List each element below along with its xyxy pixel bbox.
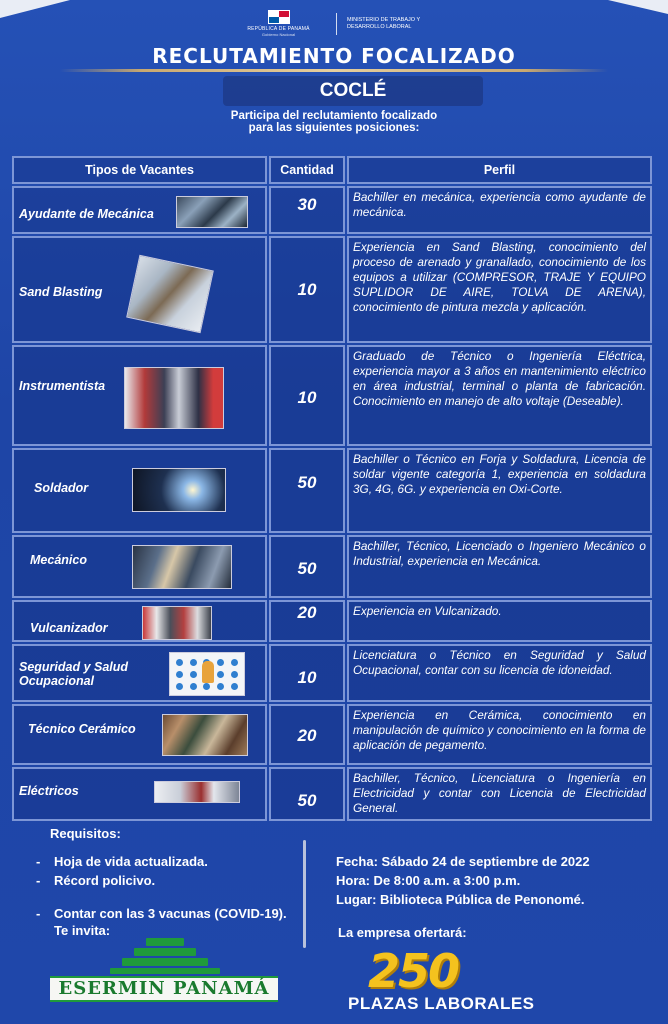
header-quantity: Cantidad: [269, 156, 345, 184]
position-name: Mecánico: [30, 553, 87, 567]
quantity-cell: [269, 600, 345, 642]
position-name: Ayudante de Mecánica: [19, 207, 154, 221]
logo-step: [146, 938, 184, 946]
panama-flag-icon: [268, 10, 290, 24]
mechanic-helper-photo: [176, 196, 248, 228]
header-logos: [0, 10, 668, 37]
requirement-item: - Récord policivo.: [36, 871, 208, 890]
header-profile: Perfil: [347, 156, 652, 184]
ministry-name: MINISTERIO DE TRABAJO Y DESARROLLO LABORAL: [347, 16, 421, 30]
esermin-logo-text: ESERMIN PANAMÁ: [50, 976, 278, 1002]
position-cell: [12, 345, 267, 446]
event-date: Fecha: Sábado 24 de septiembre de 2022: [336, 854, 590, 869]
event-time: Hora: De 8:00 a.m. a 3:00 p.m.: [336, 873, 521, 888]
region-name: COCLÉ: [319, 80, 387, 101]
table-row: [12, 600, 652, 642]
profile-cell: Bachiller, Técnico, Licenciado o Ingeniero Mecánico o Industrial, experiencia en Mecánica.: [347, 535, 652, 598]
logo-step: [110, 968, 220, 974]
table-row: [12, 345, 652, 446]
position-name: Instrumentista: [19, 379, 106, 393]
header-vacancy-type: Tipos de Vacantes: [12, 156, 267, 184]
position-name: Sand Blasting: [19, 285, 103, 299]
position-cell: [12, 644, 267, 702]
vacancies-table: [10, 154, 654, 823]
electrical-photo: [154, 781, 240, 803]
table-row: [12, 236, 652, 343]
profile-cell: Licenciatura o Técnico en Seguridad y Salud Ocupacional, contar con su licencia de idoneidad.: [347, 644, 652, 702]
quantity-cell: [269, 236, 345, 343]
offer-label: La empresa ofertará:: [338, 925, 467, 940]
subtitle-line-1: Participa del reclutamiento focalizado: [230, 110, 438, 122]
event-details: [336, 852, 590, 909]
profile-cell: Bachiller en mecánica, experiencia como ayudante de mecánica.: [347, 186, 652, 234]
esermin-logo: [50, 934, 278, 1006]
quantity-cell: [269, 535, 345, 598]
position-name: Seguridad y Salud Ocupacional: [19, 660, 129, 688]
quantity-value: 50: [297, 559, 317, 578]
profile-cell: Graduado de Técnico o Ingeniería Eléctrica, experiencia mayor a 3 años en mantenimiento eléctrico en área industrial, terminal o planta de fabricación. Conocimiento en manejo de alto voltaje (Deseable).: [347, 345, 652, 446]
gov-sub: Gobierno Nacional: [261, 32, 296, 37]
position-cell: [12, 600, 267, 642]
invite-label: Te invita:: [54, 923, 111, 938]
profile-cell: Bachiller, Técnico, Licenciatura o Ingeniería en Electricidad y contar con Licencia de Electricidad General.: [347, 767, 652, 821]
footer-section: [0, 826, 668, 1024]
requirements-list: [36, 852, 208, 890]
quantity-value: 20: [297, 726, 317, 745]
position-name: Técnico Cerámico: [28, 722, 136, 736]
vulcanizer-photo: [142, 606, 212, 640]
region-box: [223, 76, 483, 106]
position-cell: [12, 236, 267, 343]
offer-number: 250: [368, 944, 459, 998]
quantity-cell: [269, 345, 345, 446]
profile-cell: Bachiller o Técnico en Forja y Soldadura, Licencia de soldar vigente categoría 1, experiencia en soldadura 3G, 4G, 6G. y experiencia en Oxi-Corte.: [347, 448, 652, 533]
position-cell: [12, 535, 267, 598]
table-header-row: [12, 156, 652, 184]
title-underline: [60, 69, 608, 72]
quantity-cell: [269, 644, 345, 702]
table-row: [12, 644, 652, 702]
section-divider: [303, 840, 306, 948]
quantity-value: 10: [297, 668, 317, 687]
position-name: Soldador: [34, 481, 89, 495]
subtitle: [0, 110, 668, 134]
mechanic-photo: [132, 545, 232, 589]
requirement-vaccine: - Contar con las 3 vacunas (COVID-19).: [36, 906, 287, 921]
event-place: Lugar: Biblioteca Pública de Penonomé.: [336, 892, 585, 907]
sand-blasting-photo: [126, 255, 214, 333]
position-name: Vulcanizador: [30, 621, 108, 635]
table-row: [12, 186, 652, 234]
quantity-value: 50: [297, 791, 317, 810]
quantity-cell: [269, 186, 345, 234]
quantity-value: 20: [297, 603, 317, 622]
title-bar: [60, 44, 608, 72]
quantity-value: 10: [297, 388, 317, 407]
position-name: Eléctricos: [19, 784, 79, 798]
ceramic-photo: [162, 714, 248, 756]
welder-photo: [132, 468, 226, 512]
position-cell: [12, 186, 267, 234]
profile-cell: Experiencia en Cerámica, conocimiento en manipulación de químico y conocimiento en la forma de aplicación de pegamento.: [347, 704, 652, 765]
quantity-value: 50: [297, 473, 317, 492]
quantity-cell: [269, 767, 345, 821]
profile-cell: Experiencia en Vulcanizado.: [347, 600, 652, 642]
table-row: [12, 767, 652, 821]
position-cell: [12, 704, 267, 765]
table-row: [12, 704, 652, 765]
page-title: RECLUTAMIENTO FOCALIZADO: [152, 44, 516, 68]
position-cell: [12, 767, 267, 821]
quantity-cell: [269, 704, 345, 765]
quantity-value: 30: [297, 195, 317, 214]
position-cell: [12, 448, 267, 533]
table-row: [12, 535, 652, 598]
quantity-value: 10: [297, 280, 317, 299]
profile-cell: Experiencia en Sand Blasting, conocimiento del proceso de arenado y granallado, conocimiento de los equipos a utilizar (COMPRESOR, TRAJE Y EQUIPO SUPLIDOR DE AIRE, TOLVA DE ARENA), conocimiento de pintura mezcla y aplicación.: [347, 236, 652, 343]
instrumentation-photo: [124, 367, 224, 429]
logo-step: [122, 958, 208, 966]
worker-icon: [202, 661, 214, 683]
safety-infographic: [169, 652, 245, 696]
quantity-cell: [269, 448, 345, 533]
logo-divider: [336, 13, 337, 35]
subtitle-line-2: para las siguientes posiciones:: [248, 122, 420, 134]
requirement-item: - Hoja de vida actualizada.: [36, 852, 208, 871]
logo-step: [134, 948, 196, 956]
requirements-title: Requisitos:: [50, 826, 121, 841]
offer-text: PLAZAS LABORALES: [348, 994, 535, 1013]
table-row: [12, 448, 652, 533]
government-logo: [231, 10, 326, 37]
gov-name: REPÚBLICA DE PANAMÁ: [247, 26, 310, 32]
